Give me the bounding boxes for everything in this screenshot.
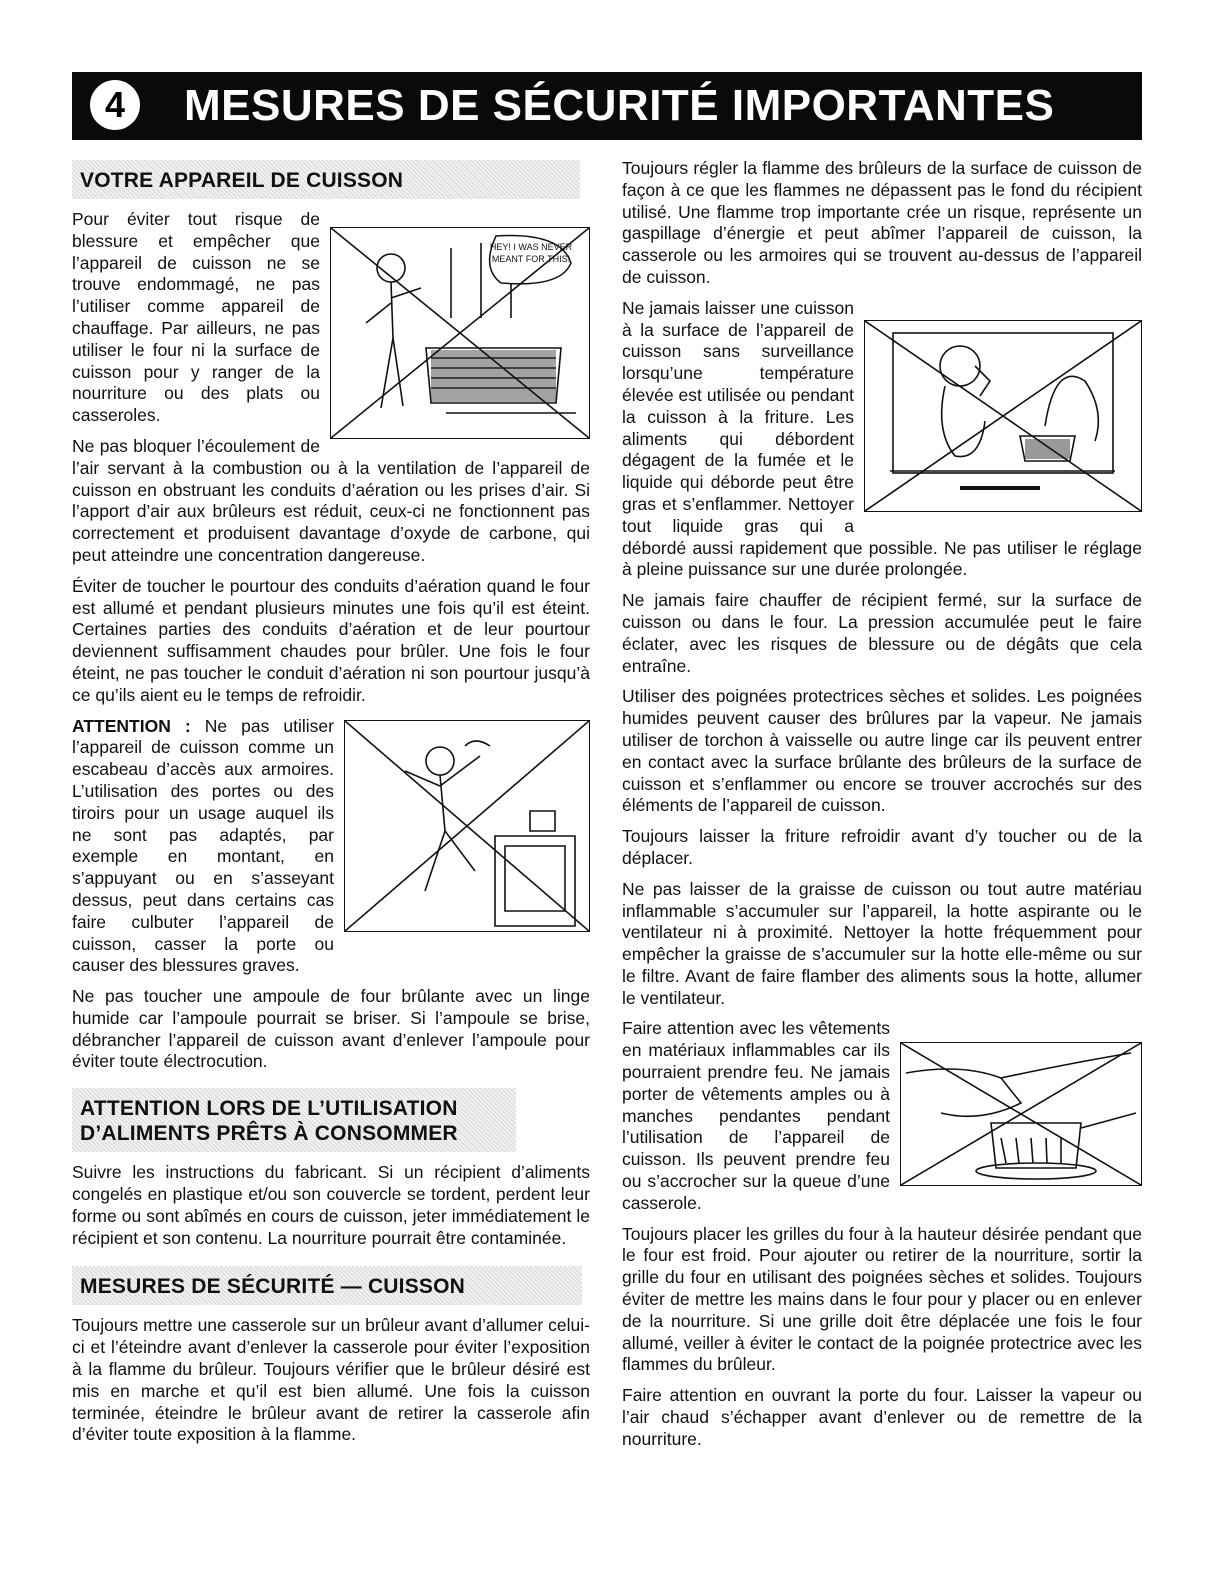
page-title: MESURES DE SÉCURITÉ IMPORTANTES [184,81,1055,130]
paragraph-grease: Ne pas laisser de la graisse de cuisson ou tout autre matériau inflammable s’accumuler sur l’appareil, la hotte aspirante ou le ventilateur ni à proximité. Nettoyer la hotte fréquemment pour empêcher la graisse de s’accumuler sur la hotte elle-même ou sur le filtre. Avant de faire flamber des aliments sous la hotte, allumer le ventilateur. [622,878,1142,1008]
paragraph-air-flow: Ne pas bloquer l’écoulement de l’air servant à la combustion ou à la ventilation de l’appareil de cuisson en obstruant les conduits d’aération ou les prises d’air. Si l’apport d’air aux brûleurs est réduit, ceux-ci ne fonctionnent pas correctement et produisent davantage d’oxyde de carbone, qui peut atteindre une concentration dangereuse. [72,435,590,565]
illustration-unattended-warning [864,320,1142,512]
paragraph-unattended: Ne jamais laisser une cuisson à la surface de l’appareil de cuisson sans surveillance lorsqu’une température élevée est utilisée ou pendant la cuisson à la friture. Les aliments qui débordent dégagent de la fumée et le liquide qui déborde peut être gras et s’enflammer. Nettoyer tout liquide gras qui a débordé aussi rapidement que possible. Ne pas utiliser le réglage à pleine puissance sur une durée prolongée. [622,297,1142,580]
section-heading-ready-meals: ATTENTION LORS DE L’UTILISATION D’ALIMENTS PRÊTS À CONSOMMER [72,1088,516,1152]
person-climbing-oven-icon [345,721,589,931]
paragraph-oven-bulb: Ne pas toucher une ampoule de four brûlante avec un linge humide car l’ampoule pourrait se briser. Si l’ampoule se brise, débrancher l’appareil de cuisson avant d’enlever l’ampoule pour éviter toute électrocution. [72,986,590,1072]
paragraph-heating: Pour éviter tout risque de blessure et empêcher que l’appareil de cuisson ne se trouve endommagé, ne pas l’utiliser comme appareil de chauffage. Par ailleurs, ne pas utiliser le four ni la surface de cuisson pour y ranger de la nourriture ou des plats ou casseroles. [72,209,320,426]
paragraph-clothing: Faire attention avec les vêtements en matériaux inflammables car ils pourraient prendre feu. Ne jamais porter de vêtements amples ou à manches pendantes pendant l’utilisation de l’appareil de cuisson. Ils peuvent prendre feu ou s’accrocher sur la queue d’une casserole. [622,1018,890,1213]
section-heading-appareil: VOTRE APPAREIL DE CUISSON [72,160,580,199]
illustration-heating-warning [330,227,590,439]
paragraph-cool-frying: Toujours laisser la friture refroidir avant d’y toucher ou de la déplacer. [622,826,1142,868]
section-heading-cooking-safety: MESURES DE SÉCURITÉ — CUISSON [72,1266,582,1305]
page-header [72,72,1142,140]
paragraph-vents: Éviter de toucher le pourtour des conduits d’aération quand le four est allumé et pendant plusieurs minutes une fois qu’il est éteint. Certaines parties des conduits d’aération et de leur pourtour deviennent suffisamment chaudes pour brûler. Une fois le four éteint, ne pas toucher le conduit d’aération ni son pourtour jusqu’à ce qu’ils aient eu le temps de refroidir. [72,575,590,705]
svg-text:MEANT FOR THIS!: MEANT FOR THIS! [491,254,571,264]
person-on-phone-pan-fire-icon [865,321,1141,511]
paragraph-oven-door: Faire attention en ouvrant la porte du four. Laisser la vapeur ou l’air chaud s’échapper avant d’enlever ou de remettre de la nourriture. [622,1385,1142,1449]
paragraph-flame-size: Toujours régler la flamme des brûleurs de la surface de cuisson de façon à ce que les flammes ne dépassent pas le fond du récipient utilisé. Une flamme trop importante crée un risque, représente un gaspillage d’énergie et peut abîmer l’appareil de cuisson, la casserole ou les armoires qui se trouvent au-dessus de l’appareil de cuisson. [622,158,1142,287]
paragraph-oven-racks: Toujours placer les grilles du four à la hauteur désirée pendant que le four est froid. Pour ajouter ou retirer de la nourriture, sortir la grille du four en utilisant des poignées sèches et solides. Toujours éviter de mettre les mains dans le four pour y placer ou en enlever de la nourriture. Si une grille doit être déplacée une fois le four allumé, veiller à éviter le contact de la poignée protectrice avec les flammes du brûleur. [622,1223,1142,1375]
paragraph-closed-container: Ne jamais faire chauffer de récipient fermé, sur la surface de cuisson ou dans le four. La pression accumulée peut le faire éclater, avec les risques de blessure ou de dégâts que cela entraîne. [622,590,1142,676]
attention-label: ATTENTION : [72,715,191,736]
woman-heating-with-stove-icon [331,228,589,438]
sleeve-over-burner-icon [901,1043,1141,1185]
section-number-badge: 4 [90,80,140,130]
paragraph-attention-climbing: ATTENTION : Ne pas utiliser l’appareil de cuisson comme un escabeau d’accès aux armoires. L’utilisation des portes ou des tiroirs pour un usage auquel ils ne sont pas adaptés, par exemple en montant, en s’appuyant ou en s’asseyant dessus, peut dans certains cas faire culbuter l’appareil de cuisson, casser la porte ou causer des blessures graves. [72,715,334,976]
illustration-clothing-warning [900,1042,1142,1186]
left-column [72,158,590,1455]
illustration-climbing-warning [344,720,590,932]
right-column [622,158,1142,1460]
speech-bubble-text: HEY! I WAS NEVER [489,242,573,252]
paragraph-pan-on-burner: Toujours mettre une casserole sur un brûleur avant d’allumer celui-ci et l’éteindre avant d’enlever la casserole pour éviter l’exposition à la flamme du brûleur. Toujours vérifier que le brûleur désiré est mis en marche et qu’il est bien allumé. Une fois la cuisson terminée, éteindre le brûleur avant de retirer la casserole afin d’éviter toute exposition à la flamme. [72,1315,590,1445]
paragraph-pot-holders: Utiliser des poignées protectrices sèches et solides. Les poignées humides peuvent causer des brûlures par la vapeur. Ne jamais utiliser de torchon à vaisselle ou autre linge car ils peuvent entrer en contact avec la surface brûlante des brûleurs de la surface de cuisson et s’enflammer ou encore se trouver accrochés sur des éléments de l’appareil de cuisson. [622,686,1142,816]
paragraph-ready-meals: Suivre les instructions du fabricant. Si un récipient d’aliments congelés en plastique et/ou son couvercle se tordent, perdent leur forme ou sont abîmés en cours de cuisson, jeter immédiatement le récipient et son contenu. La nourriture pourrait être contaminée. [72,1162,590,1248]
